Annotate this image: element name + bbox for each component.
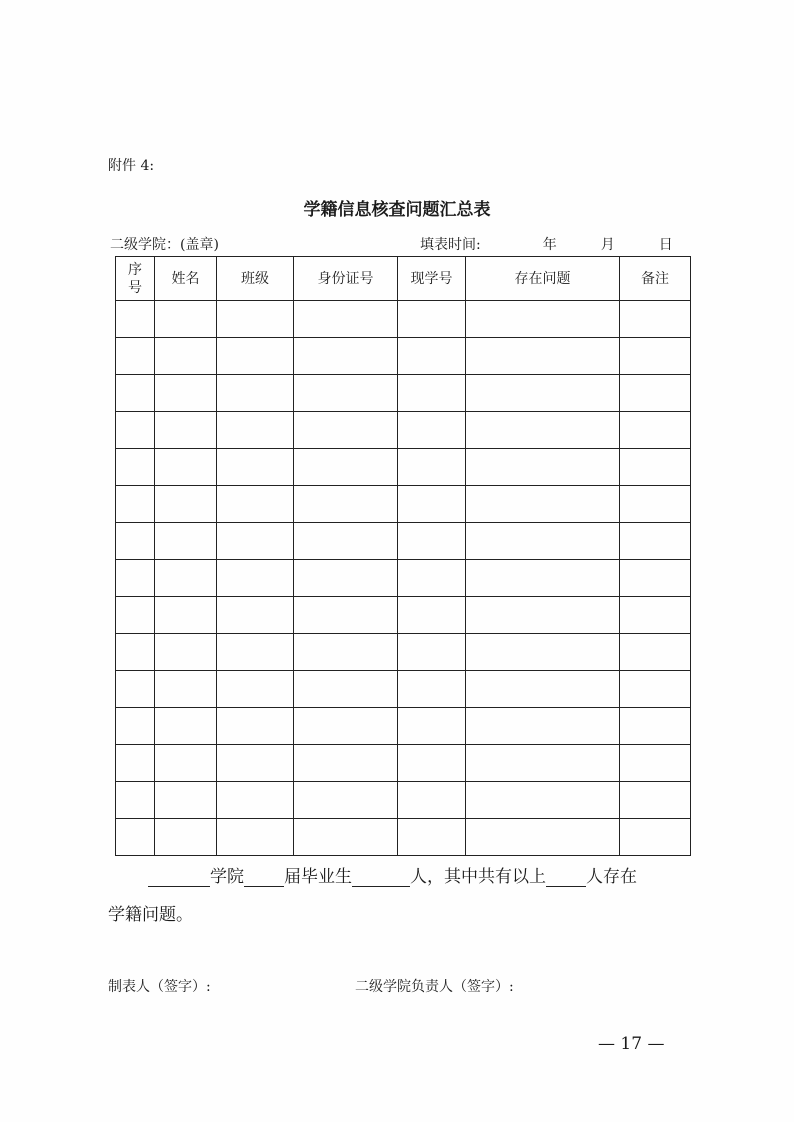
- table-cell[interactable]: [466, 412, 620, 449]
- table-cell[interactable]: [294, 338, 398, 375]
- table-cell[interactable]: [466, 708, 620, 745]
- table-cell[interactable]: [294, 708, 398, 745]
- table-cell[interactable]: [294, 819, 398, 856]
- table-cell[interactable]: [116, 634, 155, 671]
- table-cell[interactable]: [116, 523, 155, 560]
- table-cell[interactable]: [116, 449, 155, 486]
- table-cell[interactable]: [217, 412, 294, 449]
- head-signature-label: 二级学院负责人（签字）:: [355, 979, 514, 995]
- table-cell[interactable]: [466, 375, 620, 412]
- table-cell[interactable]: [294, 375, 398, 412]
- table-cell[interactable]: [620, 597, 691, 634]
- table-cell[interactable]: [620, 375, 691, 412]
- table-cell[interactable]: [155, 597, 217, 634]
- table-cell[interactable]: [294, 782, 398, 819]
- table-cell[interactable]: [466, 338, 620, 375]
- table-cell[interactable]: [116, 338, 155, 375]
- table-body: [116, 301, 691, 856]
- table-cell[interactable]: [217, 819, 294, 856]
- table-cell[interactable]: [466, 523, 620, 560]
- table-cell[interactable]: [466, 560, 620, 597]
- table-cell[interactable]: [398, 486, 466, 523]
- summary-table: [115, 256, 691, 856]
- table-row: [116, 449, 691, 486]
- table-cell[interactable]: [398, 634, 466, 671]
- table-row: [116, 671, 691, 708]
- table-cell[interactable]: [217, 597, 294, 634]
- table-cell[interactable]: [398, 560, 466, 597]
- table-cell[interactable]: [294, 634, 398, 671]
- form-title: 学籍信息核查问题汇总表: [303, 200, 491, 220]
- table-cell[interactable]: [620, 671, 691, 708]
- column-header-issue: 存在问题: [466, 257, 620, 301]
- table-cell[interactable]: [620, 560, 691, 597]
- table-cell[interactable]: [116, 412, 155, 449]
- table-cell[interactable]: [398, 782, 466, 819]
- table-cell[interactable]: [217, 375, 294, 412]
- column-header-index: 序 号: [116, 257, 155, 301]
- year-label: 年: [542, 237, 557, 253]
- table-cell[interactable]: [155, 634, 217, 671]
- table-cell[interactable]: [466, 819, 620, 856]
- table-cell[interactable]: [620, 782, 691, 819]
- column-header-class: 班级: [217, 257, 294, 301]
- table-cell[interactable]: [398, 708, 466, 745]
- fill-time-line: [420, 234, 673, 254]
- table-cell[interactable]: [217, 301, 294, 338]
- table-cell[interactable]: [116, 560, 155, 597]
- table-cell[interactable]: [155, 523, 217, 560]
- table-cell[interactable]: [620, 412, 691, 449]
- table-row: [116, 338, 691, 375]
- table-cell[interactable]: [620, 486, 691, 523]
- among-text: 人，其中共有以上: [410, 867, 546, 887]
- table-cell[interactable]: [155, 782, 217, 819]
- table-cell[interactable]: [116, 301, 155, 338]
- table-cell[interactable]: [466, 449, 620, 486]
- table-cell[interactable]: [620, 301, 691, 338]
- summary-sentence: [148, 862, 637, 887]
- table-cell[interactable]: [294, 449, 398, 486]
- table-cell[interactable]: [217, 634, 294, 671]
- table-cell[interactable]: [217, 486, 294, 523]
- year-blank[interactable]: [244, 868, 284, 887]
- table-cell[interactable]: [155, 449, 217, 486]
- table-cell[interactable]: [294, 745, 398, 782]
- table-row: [116, 708, 691, 745]
- table-cell[interactable]: [398, 819, 466, 856]
- table-cell[interactable]: [620, 708, 691, 745]
- table-cell[interactable]: [217, 708, 294, 745]
- table-cell[interactable]: [398, 597, 466, 634]
- table-cell[interactable]: [466, 782, 620, 819]
- table-cell[interactable]: [155, 486, 217, 523]
- table-row: [116, 523, 691, 560]
- table-row: [116, 819, 691, 856]
- table-cell[interactable]: [217, 523, 294, 560]
- column-header-remarks: 备注: [620, 257, 691, 301]
- day-label: 日: [658, 237, 673, 253]
- table-cell[interactable]: [620, 819, 691, 856]
- table-cell[interactable]: [155, 671, 217, 708]
- table-cell[interactable]: [217, 782, 294, 819]
- table-cell[interactable]: [466, 486, 620, 523]
- table-cell[interactable]: [398, 745, 466, 782]
- table-cell[interactable]: [620, 338, 691, 375]
- column-header-id-number: 身份证号: [294, 257, 398, 301]
- table-cell[interactable]: [466, 597, 620, 634]
- table-cell[interactable]: [398, 449, 466, 486]
- table-row: [116, 412, 691, 449]
- table-cell[interactable]: [294, 671, 398, 708]
- table-cell[interactable]: [155, 375, 217, 412]
- table-cell[interactable]: [620, 745, 691, 782]
- table-cell[interactable]: [466, 634, 620, 671]
- maker-signature-label: 制表人（签字）:: [108, 979, 211, 995]
- month-label: 月: [600, 237, 615, 253]
- table-cell[interactable]: [155, 338, 217, 375]
- table-cell[interactable]: [217, 745, 294, 782]
- table-row: [116, 560, 691, 597]
- table-row: [116, 486, 691, 523]
- graduates-word: 届毕业生: [284, 867, 352, 887]
- table-row: [116, 782, 691, 819]
- table-cell[interactable]: [294, 301, 398, 338]
- table-header-row: [116, 257, 691, 301]
- college-label: 二级学院：(盖章): [110, 237, 219, 253]
- table-cell[interactable]: [466, 745, 620, 782]
- table-cell[interactable]: [116, 819, 155, 856]
- table-cell[interactable]: [155, 819, 217, 856]
- table-cell[interactable]: [294, 560, 398, 597]
- table-cell[interactable]: [294, 523, 398, 560]
- page-number: — 17 —: [598, 1034, 665, 1054]
- table-cell[interactable]: [116, 708, 155, 745]
- column-header-name: 姓名: [155, 257, 217, 301]
- table-cell[interactable]: [466, 301, 620, 338]
- table-row: [116, 597, 691, 634]
- table-row: [116, 634, 691, 671]
- table-cell[interactable]: [398, 412, 466, 449]
- table-cell[interactable]: [217, 338, 294, 375]
- college-blank[interactable]: [148, 868, 210, 887]
- column-header-student-number: 现学号: [398, 257, 466, 301]
- table-cell[interactable]: [217, 671, 294, 708]
- table-row: [116, 301, 691, 338]
- table-cell[interactable]: [155, 708, 217, 745]
- table-cell[interactable]: [620, 523, 691, 560]
- table-cell[interactable]: [620, 449, 691, 486]
- table-row: [116, 745, 691, 782]
- college-word: 学院: [210, 867, 244, 887]
- issue-count-blank[interactable]: [546, 868, 586, 887]
- attachment-label: 附件 4:: [108, 158, 155, 174]
- summary-second-line: 学籍问题。: [108, 905, 193, 925]
- table-cell[interactable]: [116, 671, 155, 708]
- table-cell[interactable]: [217, 449, 294, 486]
- table-cell[interactable]: [116, 486, 155, 523]
- table-cell[interactable]: [398, 375, 466, 412]
- exist-text: 人存在: [586, 867, 637, 887]
- table-cell[interactable]: [155, 560, 217, 597]
- table-cell[interactable]: [620, 634, 691, 671]
- table-cell[interactable]: [155, 745, 217, 782]
- graduates-count-blank[interactable]: [352, 868, 410, 887]
- table-cell[interactable]: [294, 486, 398, 523]
- table-cell[interactable]: [217, 560, 294, 597]
- table-cell[interactable]: [155, 301, 217, 338]
- table-cell[interactable]: [398, 671, 466, 708]
- table-cell[interactable]: [294, 597, 398, 634]
- table-cell[interactable]: [116, 597, 155, 634]
- table-row: [116, 375, 691, 412]
- table-cell[interactable]: [466, 671, 620, 708]
- fill-time-label: 填表时间:: [420, 237, 481, 253]
- table-cell[interactable]: [398, 523, 466, 560]
- table-cell[interactable]: [398, 338, 466, 375]
- table-cell[interactable]: [398, 301, 466, 338]
- table-cell[interactable]: [116, 745, 155, 782]
- table-cell[interactable]: [155, 412, 217, 449]
- table-cell[interactable]: [116, 782, 155, 819]
- table-cell[interactable]: [294, 412, 398, 449]
- table-cell[interactable]: [116, 375, 155, 412]
